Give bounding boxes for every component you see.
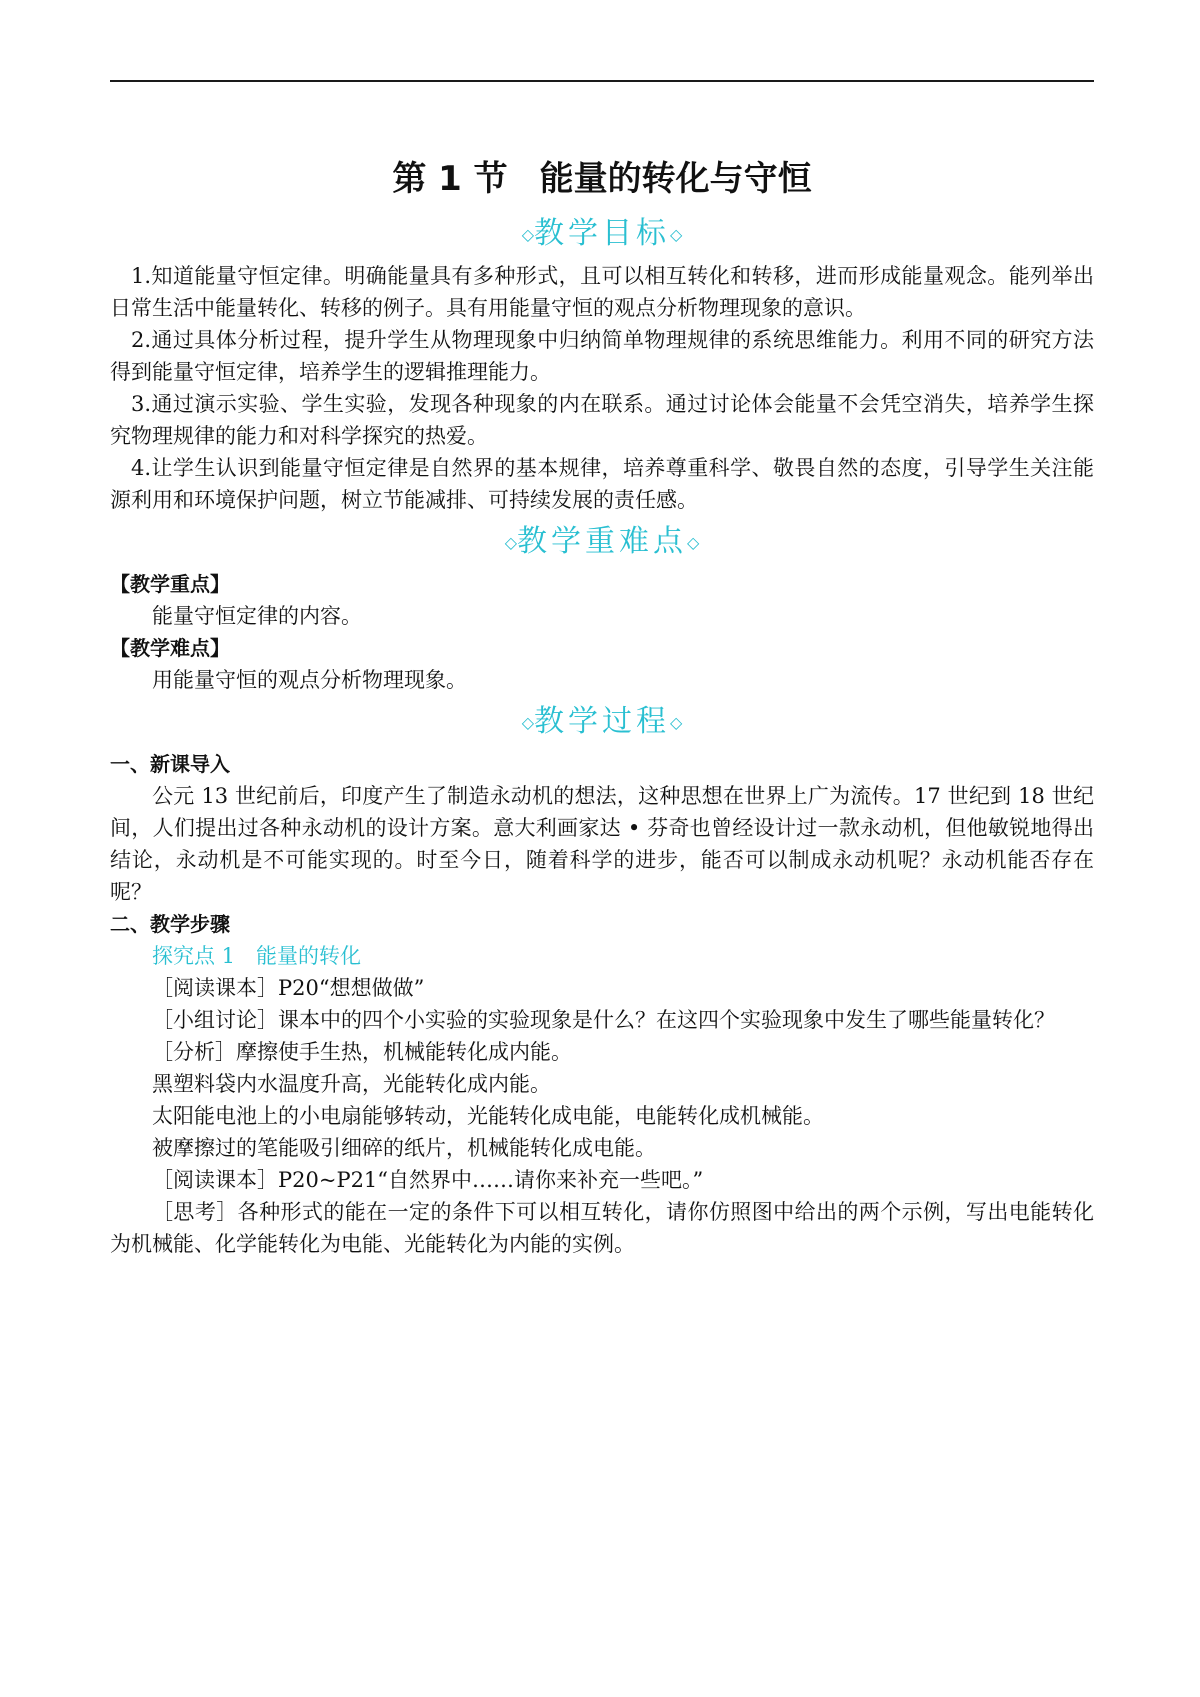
- think-question: ［思考］各种形式的能在一定的条件下可以相互转化，请你仿照图中给出的两个示例，写出电能转化为机械能、化学能转化为电能、光能转化为内能的实例。: [110, 1200, 1094, 1256]
- steps-heading: 二、教学步骤: [110, 912, 230, 936]
- diamond-icon: ◇: [504, 533, 517, 552]
- lesson-title: [110, 150, 1094, 208]
- header-rule: [110, 80, 1094, 82]
- diamond-icon: ◇: [670, 225, 683, 244]
- objective-item: 1.知道能量守恒定律。明确能量具有多种形式，且可以相互转化和转移，进而形成能量观念。能列举出日常生活中能量转化、转移的例子。具有用能量守恒的观点分析物理现象的意识。: [110, 264, 1094, 320]
- intro-text: 公元 13 世纪前后，印度产生了制造永动机的想法，这种思想在世界上广为流传。17 世纪到 18 世纪间，人们提出过各种永动机的设计方案。意大利画家达 • 芬奇也曾经设计过一款永动机，但他敏锐地得出结论，永动机是不可能实现的。时至今日，随着科学的进步，能否可以制成永动机呢？永动机能否存在呢？: [110, 784, 1094, 904]
- analysis-line: 黑塑料袋内水温度升高，光能转化成内能。: [152, 1072, 551, 1096]
- explore-point-heading: 探究点 1 能量的转化: [152, 944, 362, 968]
- section-title-objectives: ◇教学目标◇: [521, 216, 683, 251]
- key-point-text: 能量守恒定律的内容。: [152, 604, 362, 628]
- diamond-icon: ◇: [670, 713, 683, 732]
- objective-item: 2.通过具体分析过程，提升学生从物理现象中归纳简单物理规律的系统思维能力。利用不同的研究方法得到能量守恒定律，培养学生的逻辑推理能力。: [110, 328, 1094, 384]
- objective-item: 3.通过演示实验、学生实验，发现各种现象的内在联系。通过讨论体会能量不会凭空消失，培养学生探究物理规律的能力和对科学探究的热爱。: [110, 392, 1094, 448]
- difficulty-text: 用能量守恒的观点分析物理现象。: [152, 668, 467, 692]
- analysis-line: 被摩擦过的笔能吸引细碎的纸片，机械能转化成电能。: [152, 1136, 656, 1160]
- difficulty-label: 【教学难点】: [110, 636, 230, 660]
- objective-item: 4.让学生认识到能量守恒定律是自然界的基本规律，培养尊重科学、敬畏自然的态度，引导学生关注能源利用和环境保护问题，树立节能减排、可持续发展的责任感。: [110, 456, 1094, 512]
- lesson-number: 第 1 节: [392, 159, 508, 199]
- key-point-label: 【教学重点】: [110, 572, 230, 596]
- section-title-key-points: ◇教学重难点◇: [504, 524, 700, 559]
- section-title-process: ◇教学过程◇: [521, 704, 683, 739]
- diamond-icon: ◇: [687, 533, 700, 552]
- read-textbook-2: ［阅读课本］P20~P21“自然界中……请你来补充一些吧。”: [152, 1168, 704, 1192]
- group-discussion: ［小组讨论］课本中的四个小实验的实验现象是什么？在这四个实验现象中发生了哪些能量转化？: [152, 1008, 1055, 1032]
- diamond-icon: ◇: [521, 713, 534, 732]
- lesson-name: 能量的转化与守恒: [539, 159, 812, 199]
- analysis-line: 太阳能电池上的小电扇能够转动，光能转化成电能，电能转化成机械能。: [152, 1104, 824, 1128]
- document-body: [110, 150, 1094, 1260]
- read-textbook-1: ［阅读课本］P20“想想做做”: [152, 976, 425, 1000]
- diamond-icon: ◇: [521, 225, 534, 244]
- intro-heading: 一、新课导入: [110, 752, 230, 776]
- analysis-line: ［分析］摩擦使手生热，机械能转化成内能。: [152, 1040, 572, 1064]
